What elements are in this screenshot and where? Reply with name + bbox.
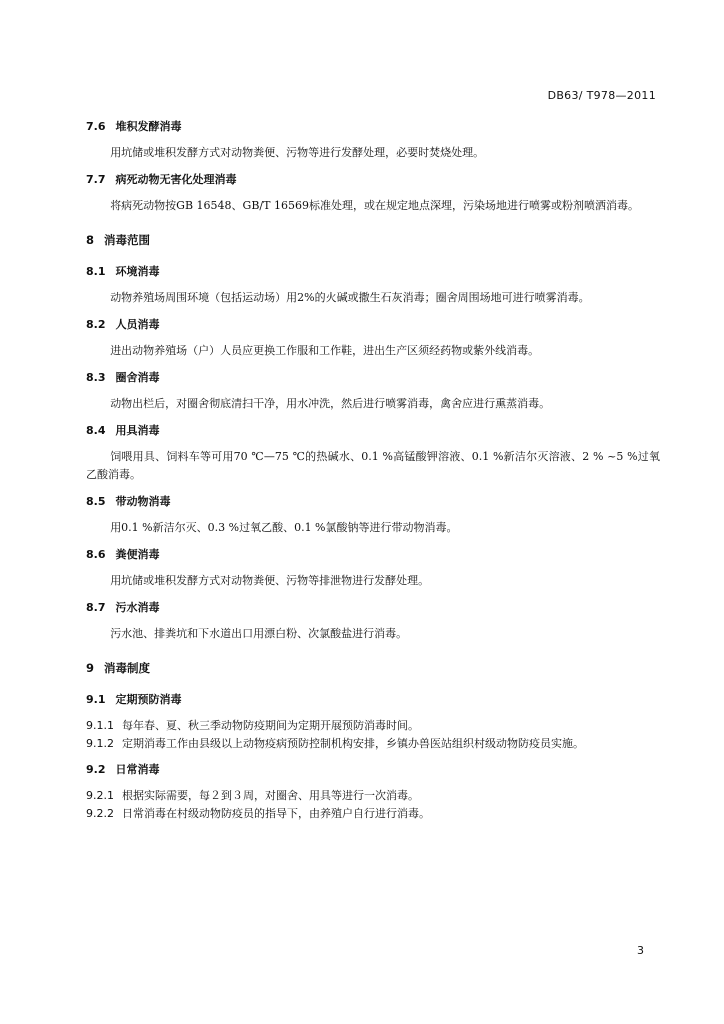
list-item-9-1-1: 9.1.1 每年春、夏、秋三季动物防疫期间为定期开展预防消毒时间。: [86, 719, 419, 732]
section-body-8-6: 用坑储或堆积发酵方式对动物粪便、污物等排泄物进行发酵处理。: [110, 574, 430, 587]
section-heading-8-2: 8.2 人员消毒: [86, 318, 160, 331]
section-body-8-4: 饲喂用具、饲料车等可用70 ℃—75 ℃的热碱水、0.1 %高锰酸钾溶液、0.1 %新洁尔灭溶液、2 % ~5 %过氧乙酸消毒。: [86, 450, 660, 481]
document-id-header: DB63/ T978—2011: [547, 89, 656, 102]
section-body-8-2: 进出动物养殖场（户）人员应更换工作服和工作鞋，进出生产区须经药物或紫外线消毒。: [110, 344, 540, 357]
section-heading-8-7: 8.7 污水消毒: [86, 601, 160, 614]
section-body-8-5: 用0.1 %新洁尔灭、0.3 %过氧乙酸、0.1 %氯酸钠等进行带动物消毒。: [110, 521, 458, 534]
section-heading-7-7: 7.7 病死动物无害化处理消毒: [86, 173, 237, 186]
section-body-7-7: 将病死动物按GB 16548、GB/T 16569标准处理，或在规定地点深埋，污染场地进行喷雾或粉剂喷洒消毒。: [110, 199, 639, 212]
section-body-7-6: 用坑储或堆积发酵方式对动物粪便、污物等进行发酵处理，必要时焚烧处理。: [110, 146, 485, 159]
section-body-8-3: 动物出栏后，对圈舍彻底清扫干净，用水冲洗，然后进行喷雾消毒，禽舍应进行熏蒸消毒。: [110, 397, 551, 410]
list-item-9-2-1: 9.2.1 根据实际需要，每２到３周，对圈舍、用具等进行一次消毒。: [86, 789, 419, 802]
section-body-8-7: 污水池、排粪坑和下水道出口用漂白粉、次氯酸盐进行消毒。: [110, 627, 408, 640]
section-heading-7-6: 7.6 堆积发酵消毒: [86, 120, 182, 133]
list-item-9-1-2: 9.1.2 定期消毒工作由县级以上动物疫病预防控制机构安排，乡镇办兽医站组织村级动物防疫员实施。: [86, 737, 584, 750]
list-item-9-2-2: 9.2.2 日常消毒在村级动物防疫员的指导下，由养殖户自行进行消毒。: [86, 807, 430, 820]
document-body: [86, 118, 660, 823]
chapter-heading-8: 8 消毒范围: [86, 233, 151, 247]
section-heading-9-1: 9.1 定期预防消毒: [86, 693, 182, 706]
section-heading-9-2: 9.2 日常消毒: [86, 763, 160, 776]
section-heading-8-5: 8.5 带动物消毒: [86, 495, 171, 508]
section-heading-8-1: 8.1 环境消毒: [86, 265, 160, 278]
chapter-heading-9: 9 消毒制度: [86, 661, 151, 675]
section-heading-8-3: 8.3 圈舍消毒: [86, 371, 160, 384]
section-heading-8-4: 8.4 用具消毒: [86, 424, 160, 437]
section-body-8-1: 动物养殖场周围环境（包括运动场）用2%的火碱或撒生石灰消毒；圈舍周围场地可进行喷雾消毒。: [110, 291, 590, 304]
section-heading-8-6: 8.6 粪便消毒: [86, 548, 160, 561]
page-number: 3: [637, 944, 644, 957]
